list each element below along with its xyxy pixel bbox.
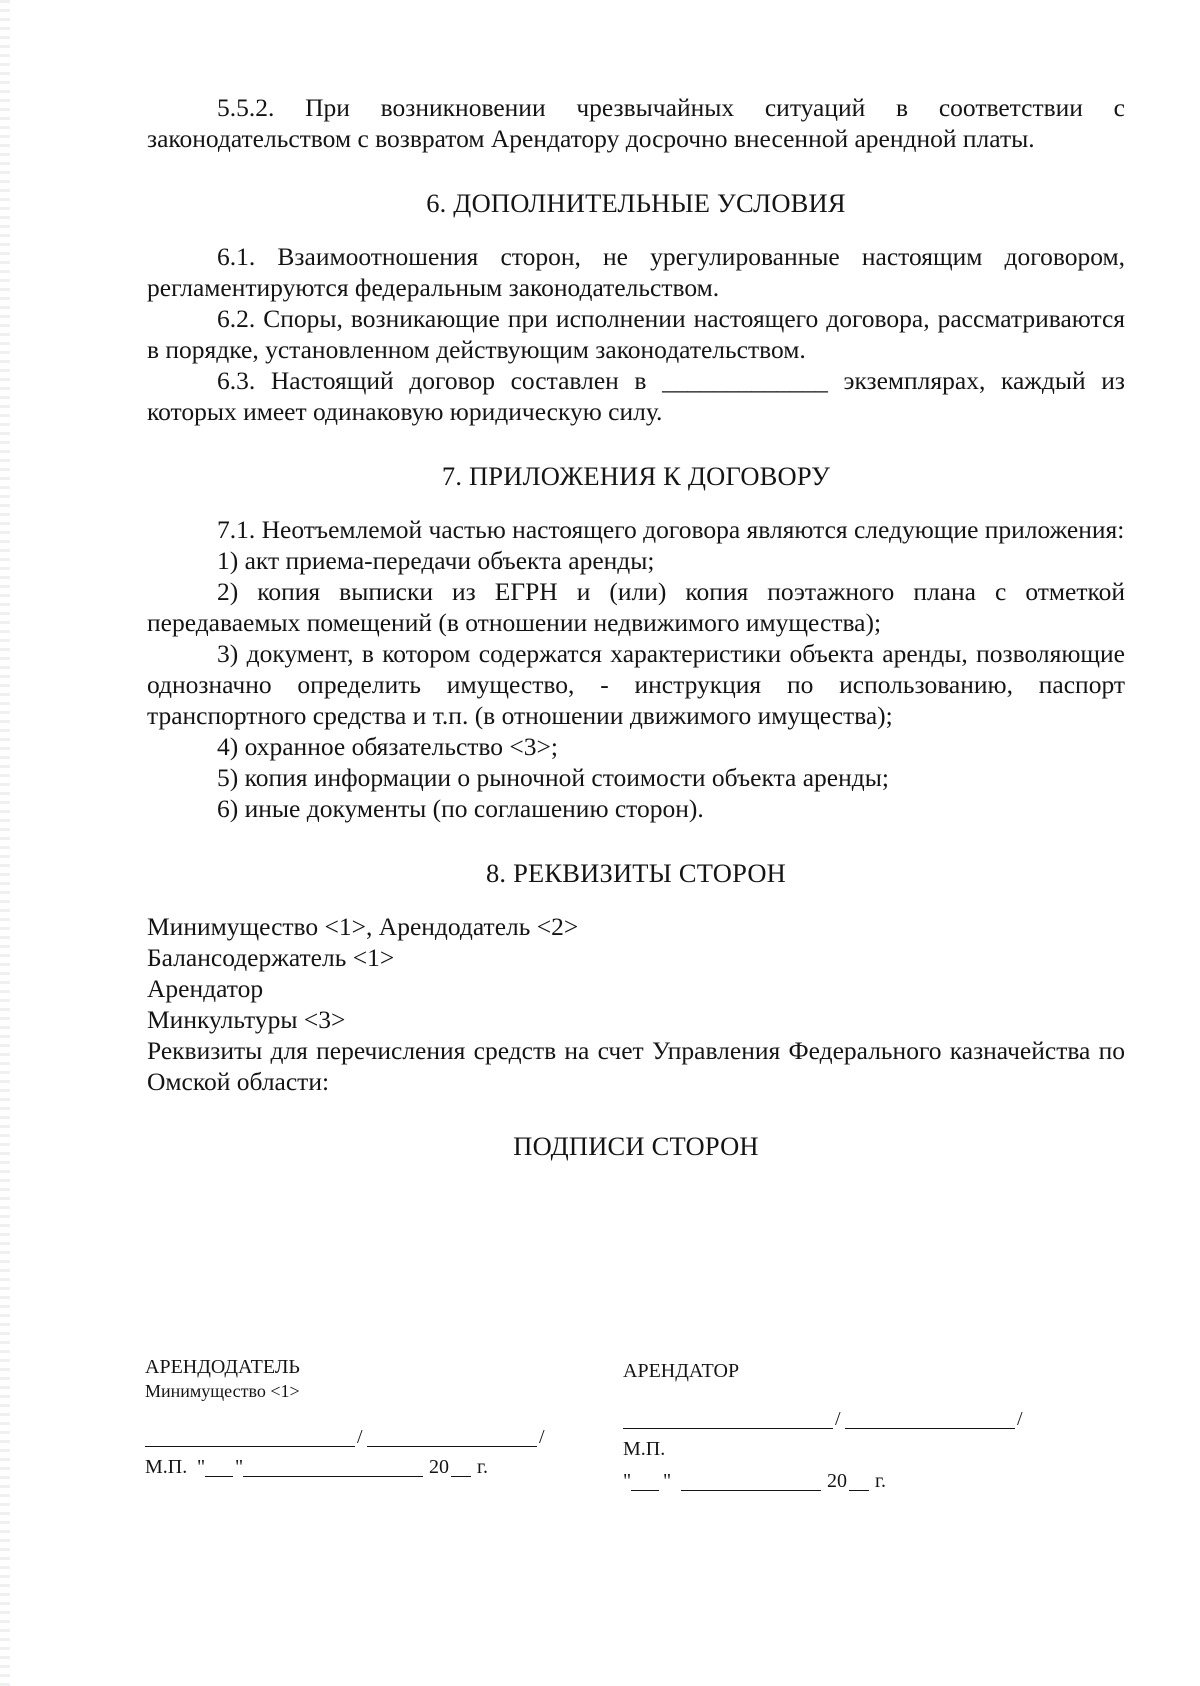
treasury-requisites: Реквизиты для перечисления средств на счет Управления Федерального казначейства по Омской области: [147, 1036, 1125, 1096]
day-line [631, 1490, 659, 1491]
tenant-sign-line [623, 1405, 1083, 1431]
year-line [849, 1490, 869, 1491]
section-6-title: 6. ДОПОЛНИТЕЛЬНЫЕ УСЛОВИЯ [426, 188, 846, 218]
scan-edge [0, 0, 10, 1686]
requisites-line: Балансодержатель <1> [147, 943, 395, 972]
signatures-block [145, 1355, 1125, 1535]
section-8-title: 8. РЕКВИЗИТЫ СТОРОН [485, 858, 787, 888]
attachment-item: 1) акт приема-передачи объекта аренды; [217, 546, 655, 575]
slash-separator: / [1017, 1408, 1023, 1430]
lessor-date-row [145, 1453, 585, 1479]
tenant-signature [623, 1355, 1083, 1493]
signatures-title: ПОДПИСИ СТОРОН [513, 1131, 759, 1161]
year-prefix: 20 [429, 1456, 449, 1478]
clause-6-2: 6.2. Споры, возникающие при исполнении настоящего договора, рассматриваются в порядке, установленном действующим законодательством. [147, 304, 1125, 364]
quote-mark: " [623, 1470, 632, 1492]
tenant-role: АРЕНДАТОР [623, 1360, 740, 1382]
copies-count-blank: _____________ [662, 366, 828, 395]
year-line [451, 1476, 471, 1477]
name-line [845, 1428, 1015, 1429]
name-line [367, 1446, 537, 1447]
clause-7-1: 7.1. Неотъемлемой частью настоящего договора являются следующие приложения: [217, 515, 1125, 544]
stamp-label: М.П. [623, 1438, 666, 1460]
attachment-item: 5) копия информации о рыночной стоимости объекта аренды; [217, 763, 889, 792]
attachment-item: 3) документ, в котором содержатся характеристики объекта аренды, позволяющие однозначно определить имущество, - инструкция по использованию, паспорт транспортного средства и т.п. (в отношении движимого имущества); [147, 639, 1125, 730]
clause-6-3 [147, 365, 1125, 427]
requisites-line: Минимущество <1>, Арендодатель <2> [147, 912, 579, 941]
tenant-stamp-row [623, 1435, 1083, 1461]
attachment-item: 4) охранное обязательство <3>; [217, 732, 559, 761]
lessor-role: АРЕНДОДАТЕЛЬ [145, 1356, 300, 1378]
quote-mark: " [663, 1470, 672, 1492]
attachment-item: 2) копия выписки из ЕГРН и (или) копия поэтажного плана с отметкой передаваемых помещений (в отношении недвижимого имущества); [147, 577, 1125, 637]
quote-mark: " [235, 1456, 244, 1478]
month-line [243, 1476, 423, 1477]
attachment-item: 6) иные документы (по соглашению сторон). [217, 794, 704, 823]
lessor-org: Минимущество <1> [145, 1381, 300, 1401]
clause-6-1: 6.1. Взаимоотношения сторон, не урегулированные настоящим договором, регламентируются федеральным законодательством. [147, 242, 1125, 302]
signature-line [623, 1428, 833, 1429]
stamp-label: М.П. [145, 1456, 188, 1478]
quote-mark: " [197, 1456, 206, 1478]
tenant-date-row [623, 1467, 1083, 1493]
day-line [205, 1476, 233, 1477]
lessor-signature [145, 1355, 585, 1479]
clause-6-3-end: экземплярах, каждый из которых имеет одинаковую юридическую силу. [147, 366, 1126, 426]
year-suffix: г. [477, 1456, 488, 1478]
slash-separator: / [539, 1426, 545, 1448]
lessor-sign-line [145, 1423, 585, 1449]
clause-5-5-2: 5.5.2. При возникновении чрезвычайных ситуаций в соответствии с законодательством с возвратом Арендатору досрочно внесенной арендной платы. [147, 93, 1125, 153]
year-suffix: г. [875, 1470, 886, 1492]
slash-separator: / [835, 1408, 841, 1430]
month-line [681, 1490, 821, 1491]
slash-separator: / [357, 1426, 363, 1448]
clause-6-3-start: 6.3. Настоящий договор составлен в [217, 366, 647, 395]
requisites-line: Арендатор [147, 974, 264, 1003]
requisites-line: Минкультуры <3> [147, 1005, 346, 1034]
signature-line [145, 1446, 355, 1447]
document-body [147, 92, 1125, 1162]
section-7-title: 7. ПРИЛОЖЕНИЯ К ДОГОВОРУ [441, 461, 831, 491]
year-prefix: 20 [827, 1470, 847, 1492]
